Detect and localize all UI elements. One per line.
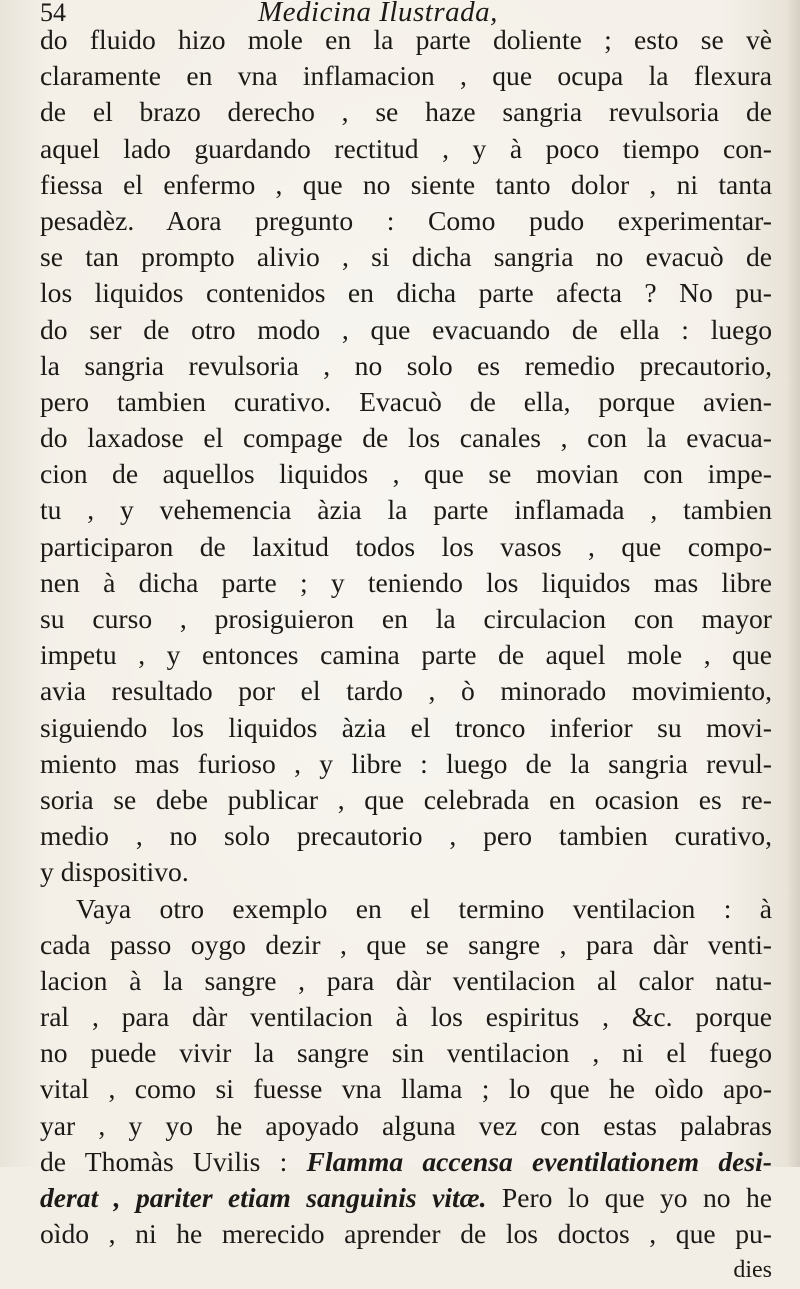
text-line: tu , y vehemencia àzia la parte inflamada , tambien xyxy=(40,494,772,526)
running-title: Medicina Ilustrada, xyxy=(258,0,498,28)
text-line: lacion à la sangre , para dàr ventilacion al calor natu- xyxy=(40,964,772,996)
latin-quote: derat , pariter etiam sanguinis vitæ. xyxy=(40,1182,487,1213)
text-line: miento mas furioso , y libre : luego de la sangria revul- xyxy=(40,747,772,779)
text-line: do fluido hizo mole en la parte doliente ; esto se vè xyxy=(40,24,772,55)
text-line: aquel lado guardando rectitud , y à poco tiempo con- xyxy=(40,132,772,164)
latin-quote: Flamma accensa eventilationem desi- xyxy=(306,1145,772,1177)
text-line: impetu , y entonces camina parte de aquel mole , que xyxy=(40,639,772,671)
text-line: participaron de laxitud todos los vasos , que compo- xyxy=(40,530,772,562)
citation-continuation: Pero lo que yo no he xyxy=(501,1182,772,1213)
text-line: pesadèz. Aora pregunto : Como pudo experimentar- xyxy=(40,204,772,236)
page-number: 54 xyxy=(40,0,66,27)
text-line: ral , para dàr ventilacion à los espiritus , &c. porque xyxy=(40,1001,772,1033)
text-line: nen à dicha parte ; y teniendo los liquidos mas libre xyxy=(40,566,772,598)
text-line: se tan prompto alivio , si dicha sangria no evacuò de xyxy=(40,241,772,273)
text-line: cada passo oygo dezir , que se sangre , para dàr venti- xyxy=(40,928,772,960)
text-line: yar , y yo he apoyado alguna vez con estas palabras xyxy=(40,1109,772,1141)
text-line: los liquidos contenidos en dicha parte afecta ? No pu- xyxy=(40,277,772,309)
text-line: su curso , prosiguieron en la circulacion con mayor xyxy=(40,603,772,634)
page-edge-shadow xyxy=(786,0,800,1167)
text-line: y dispositivo. xyxy=(40,856,189,888)
text-line: do laxadose el compage de los canales , con la evacua- xyxy=(40,422,772,454)
latin-citation-line xyxy=(40,1180,772,1216)
text-line: medio , no solo precautorio , pero tambien curativo, xyxy=(40,820,772,852)
text-line: fiessa el enfermo , que no siente tanto dolor , ni tanta xyxy=(40,168,772,200)
text-line: pero tambien curativo. Evacuò de ella, porque avien- xyxy=(40,385,772,417)
text-line: do ser de otro modo , que evacuando de ella : luego xyxy=(40,313,772,345)
latin-citation-line xyxy=(40,1144,772,1180)
catchword: dies xyxy=(733,1257,772,1284)
text-line: claramente en vna inflamacion , que ocupa la flexura xyxy=(40,60,772,92)
text-line: no puede vivir la sangre sin ventilacion , ni el fuego xyxy=(40,1037,772,1069)
text-line: de el brazo derecho , se haze sangria revulsoria de xyxy=(40,96,772,128)
text-line: la sangria revulsoria , no solo es remedio precautorio, xyxy=(40,349,772,381)
text-line: soria se debe publicar , que celebrada en ocasion es re- xyxy=(40,783,772,815)
citation-author: de Thomàs Uvilis : xyxy=(40,1145,288,1177)
text-line: oìdo , ni he merecido aprender de los doctos , que pu- xyxy=(40,1218,772,1250)
text-line: siguiendo los liquidos àzia el tronco inferior su movi- xyxy=(40,711,772,743)
text-line: avia resultado por el tardo , ò minorado movimiento, xyxy=(40,675,772,707)
text-line: cion de aquellos liquidos , que se movian con impe- xyxy=(40,458,772,490)
paragraph-start-line: Vaya otro exemplo en el termino ventilacion : à xyxy=(76,892,772,924)
text-line: vital , como si fuesse vna llama ; lo que he oìdo apo- xyxy=(40,1073,772,1105)
body-text xyxy=(40,22,772,1289)
